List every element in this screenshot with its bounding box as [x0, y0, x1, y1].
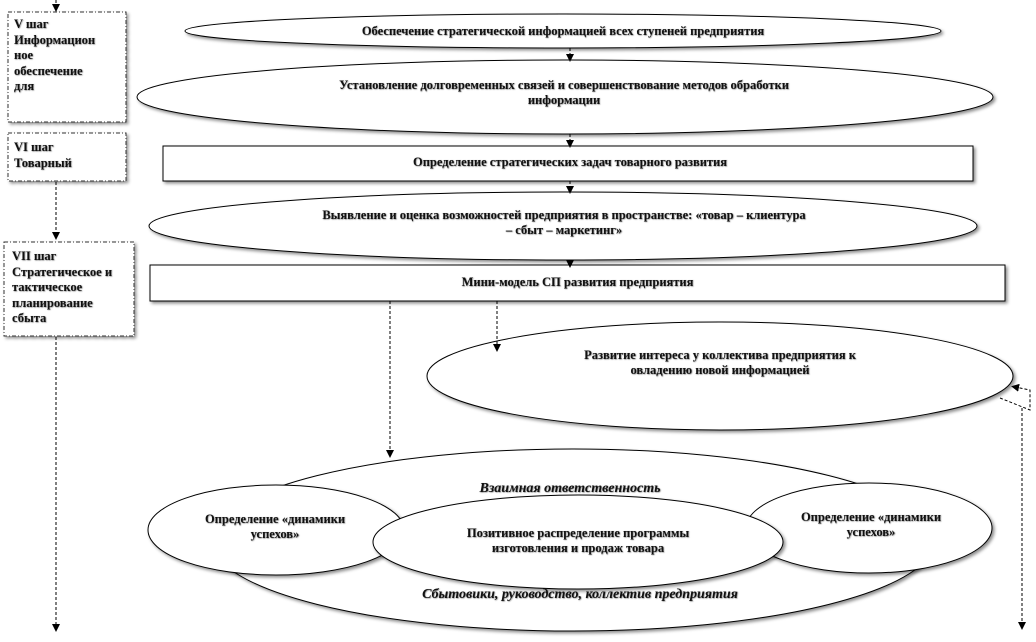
right-success-text — [766, 510, 976, 540]
node-6-line: Развитие интереса у коллектива предприятия к — [584, 348, 856, 362]
step7-line: тактическое — [12, 280, 83, 294]
node-2-text — [200, 78, 928, 108]
node-6-text — [470, 348, 970, 378]
node-2-line: информации — [527, 93, 601, 107]
left-success-line: Определение «динамики — [204, 512, 346, 526]
center-program-text — [410, 526, 746, 556]
step5-line: обеспечение — [14, 63, 83, 78]
step6-text — [14, 140, 126, 171]
node-2-line: Установление долговременных связей и совершенствование методов обработки — [339, 78, 789, 92]
left-success-line: успехов» — [250, 527, 300, 541]
node-4-text — [210, 208, 918, 238]
step5-text — [14, 17, 126, 95]
node-1-text: Обеспечение стратегической информацией всех ступеней предприятия — [361, 24, 765, 38]
node-4-line: – сбыт – маркетинг» — [505, 223, 623, 237]
step7-line: сбыта — [12, 311, 47, 325]
mutual-responsibility-label: Взаимная ответственность — [479, 481, 661, 496]
center-program-line: изготовления и продаж товара — [491, 541, 665, 555]
left-success-text — [170, 512, 380, 542]
step5-line: Информацион — [14, 32, 96, 47]
step7-title: VII шаг — [12, 249, 57, 263]
node-5-text: Мини-модель СП развития предприятия — [461, 275, 694, 289]
participants-label: Сбытовики, руководство, коллектив предприятия — [422, 587, 738, 602]
step6-line: Товарный — [14, 155, 72, 170]
step7-line: Стратегическое и — [12, 264, 113, 279]
step5-line: ное — [14, 48, 34, 62]
step6-title: VI шаг — [14, 140, 54, 154]
step7-text — [12, 249, 134, 327]
step7-line: планирование — [12, 295, 93, 310]
node-3-text: Определение стратегических задач товарного развития — [413, 155, 727, 169]
center-program-line: Позитивное распределение программы — [466, 526, 690, 540]
right-loop-connector — [1000, 387, 1030, 410]
right-success-line: успехов» — [846, 525, 896, 539]
node-6-line: овладению новой информацией — [630, 363, 810, 377]
step5-line: для — [14, 79, 35, 93]
right-success-line: Определение «динамики — [800, 510, 942, 524]
node-4-line: Выявление и оценка возможностей предприятия в пространстве: «товар – клиентура — [322, 208, 806, 222]
step5-title: V шаг — [14, 17, 49, 31]
